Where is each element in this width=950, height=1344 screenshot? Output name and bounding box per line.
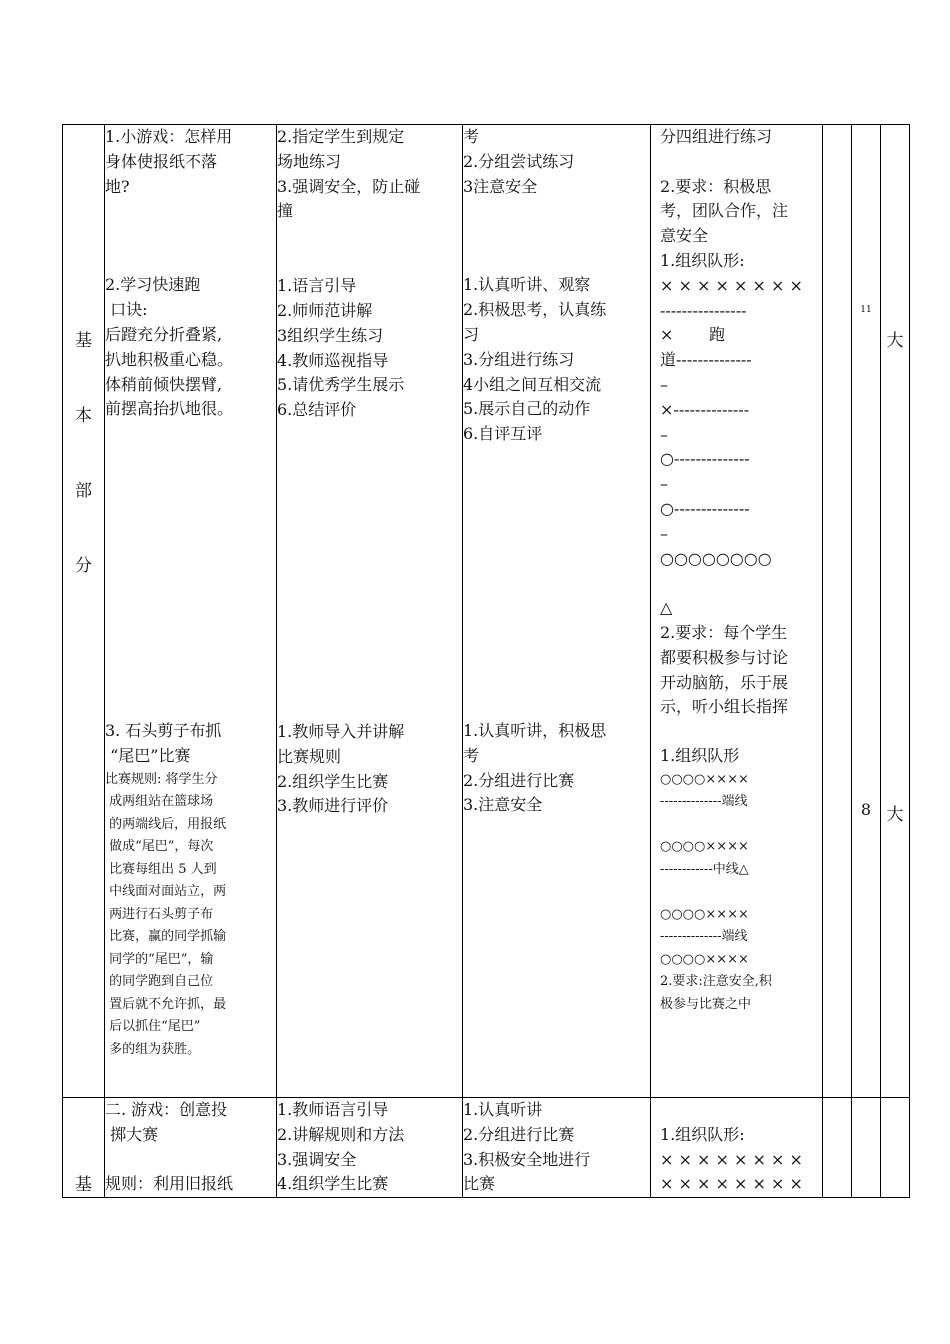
- text-line: 体稍前倾快摆臂,: [105, 374, 223, 394]
- rule-line: 置后就不允许抓，最: [105, 996, 227, 1012]
- formation-line: × 跑: [660, 325, 726, 345]
- formation-line: ○--------------: [660, 449, 750, 469]
- section-char: 分: [75, 556, 92, 576]
- text-line: 比赛: [463, 1174, 496, 1194]
- times-value: 8: [860, 800, 872, 819]
- text-line: 2.讲解规则和方法: [277, 1124, 405, 1144]
- formation-line: × × × × × × × ×: [660, 1174, 803, 1194]
- formation-line: 道--------------: [660, 350, 752, 370]
- intensity-cell: [881, 125, 910, 1098]
- text-line: 考: [463, 127, 480, 146]
- formation-line: –: [660, 474, 668, 494]
- rule-line: 的同学跑到自己位: [105, 974, 214, 990]
- text-line: 比赛规则: [277, 746, 342, 766]
- text-line: 1.教师导入并讲解: [277, 721, 405, 741]
- formation-line: ○○○○××××: [660, 951, 749, 967]
- text-line: 口诀:: [105, 300, 148, 320]
- table-row-next: [63, 1098, 910, 1198]
- section-cell: [63, 1098, 105, 1198]
- text-line: 前摆高抬扒地很。: [105, 399, 234, 419]
- formation-line: ------------中线△: [660, 861, 749, 877]
- formation-line: --------------端线: [660, 929, 748, 945]
- text-line: 6.总结评价: [277, 400, 357, 420]
- text-line: 习: [463, 324, 480, 344]
- text-line: 后蹬充分折叠紧,: [105, 324, 223, 344]
- rule-line: 成两组站在篮球场: [105, 794, 214, 810]
- text-line: 1.小游戏：怎样用: [105, 127, 233, 146]
- formation-line: –: [660, 523, 668, 543]
- text-line: 1.语言引导: [277, 276, 357, 296]
- section-char: 基: [75, 1175, 92, 1195]
- text-line: 2.要求：积极思: [660, 176, 772, 196]
- text-line: 1.组织队形:: [660, 250, 745, 270]
- organization-cell: [651, 125, 823, 1098]
- section-char: 本: [75, 406, 92, 426]
- text-line: [660, 150, 822, 175]
- table-row-main: [63, 125, 910, 1098]
- formation-line: × × × × × × × ×: [660, 275, 803, 295]
- text-line: 分四组进行练习: [660, 127, 773, 146]
- rule-line: 两进行石头剪子布: [105, 906, 214, 922]
- content-block-1: [105, 125, 276, 199]
- formation-line: [660, 571, 822, 596]
- text-line: 2.要求：每个学生: [660, 622, 788, 642]
- text-line: 2.分组尝试练习: [463, 151, 575, 171]
- text-line: 2.要求:注意安全,积: [660, 974, 772, 990]
- times-cell: [852, 125, 881, 1098]
- content-cell: [105, 1098, 277, 1198]
- text-line: 6.自评互评: [463, 424, 543, 444]
- organization-cell: [651, 1098, 823, 1198]
- text-line: 2.分组进行比赛: [463, 1124, 575, 1144]
- text-line: 3注意安全: [463, 176, 538, 196]
- text-line: 2.指定学生到规定: [277, 127, 405, 146]
- section-cell: [63, 125, 105, 1098]
- student-block-2: [463, 273, 650, 447]
- intensity-value: 大: [886, 805, 904, 825]
- text-line: 示，听小组长指挥: [660, 697, 789, 717]
- text-line: 二. 游戏：创意投: [105, 1100, 228, 1119]
- rule-line: 后以抓住“尾巴”: [105, 1019, 201, 1035]
- text-line: 4.组织学生比赛: [277, 1174, 389, 1194]
- student-block-1: [463, 125, 650, 199]
- intensity-cell: [881, 1098, 910, 1198]
- formation-line: ○--------------: [660, 498, 750, 518]
- teacher-activity-cell: [277, 1098, 463, 1198]
- text-line: 2.学习快速跑: [105, 275, 201, 295]
- text-line: 开动脑筋，乐于展: [660, 672, 789, 692]
- text-line: 撞: [277, 201, 294, 221]
- text-line: [660, 1098, 822, 1123]
- rule-line: 同学的“尾巴”，输: [105, 951, 214, 967]
- lesson-plan-table: [62, 124, 910, 1198]
- formation-line: –: [660, 374, 668, 394]
- rule-line: 做成“尾巴”，每次: [105, 839, 214, 855]
- organization-block-2: [660, 744, 822, 1016]
- student-activity-cell: [463, 1098, 651, 1198]
- text-line: 扒地积极重心稳。: [105, 349, 234, 369]
- text-line: 2.分组进行比赛: [463, 770, 575, 790]
- formation-line: ○○○○××××: [660, 906, 749, 922]
- text-line: 3.强调安全: [277, 1149, 357, 1169]
- text-line: 1.认真听讲: [463, 1100, 543, 1119]
- formation-line: ○○○○○○○○: [660, 548, 772, 568]
- student-block-3: [463, 719, 650, 818]
- section-char: 部: [75, 481, 92, 501]
- teacher-block-1: [277, 125, 462, 224]
- text-line: 场地练习: [277, 151, 342, 171]
- text-line: 规则：利用旧报纸: [105, 1174, 234, 1194]
- text-line: 1.认真听讲、观察: [463, 275, 591, 295]
- rule-line: 的两端线后，用报纸: [105, 816, 227, 832]
- text-line: 4.教师巡视指导: [277, 350, 389, 370]
- formation-line: ----------------: [660, 300, 747, 320]
- text-line: 3.教师进行评价: [277, 796, 389, 816]
- teacher-block-3: [277, 720, 462, 819]
- text-line: 身体使报纸不落: [105, 151, 218, 171]
- rule-line: 多的组为获胜。: [105, 1041, 201, 1057]
- organization-block-1: [660, 125, 822, 720]
- formation-line: × × × × × × × ×: [660, 1149, 803, 1169]
- text-line: 2.师师范讲解: [277, 300, 373, 320]
- text-line: 1.教师语言引导: [277, 1100, 389, 1119]
- intensity-value: 大: [886, 331, 904, 351]
- rule-line: 中线面对面站立，两: [105, 884, 227, 900]
- formation-line: –: [660, 424, 668, 444]
- text-line: “尾巴”比赛: [105, 745, 191, 765]
- times-value: 11: [860, 305, 872, 315]
- rule-line: 比赛规则: 将学生分: [105, 771, 218, 787]
- text-line: 考: [463, 745, 480, 765]
- blank-cell: [823, 1098, 852, 1198]
- text-line: 3.强调安全，防止碰: [277, 176, 421, 196]
- formation-line: [660, 881, 822, 904]
- blank-cell: [823, 125, 852, 1098]
- formation-line: ×--------------: [660, 399, 750, 419]
- content-block-2: [105, 273, 276, 422]
- text-line: 3.积极安全地进行: [463, 1149, 591, 1169]
- text-line: 掷大赛: [105, 1124, 159, 1144]
- teacher-activity-cell: [277, 125, 463, 1098]
- teacher-block-2: [277, 274, 462, 423]
- text-line: 2.积极思考，认真练: [463, 300, 607, 320]
- times-cell: [852, 1098, 881, 1198]
- formation-line: ○○○○××××: [660, 839, 749, 855]
- formation-line: [660, 814, 822, 837]
- text-line: 3.分组进行练习: [463, 349, 575, 369]
- text-line: 2.组织学生比赛: [277, 771, 389, 791]
- student-activity-cell: [463, 125, 651, 1098]
- text-line: 1.组织队形: [660, 746, 740, 766]
- text-line: 5.展示自己的动作: [463, 399, 591, 419]
- text-line: 考，团队合作，注: [660, 201, 789, 221]
- text-line: 地?: [105, 176, 130, 196]
- text-line: 极参与比赛之中: [660, 996, 752, 1012]
- text-line: 5.请优秀学生展示: [277, 375, 405, 395]
- text-line: 都要积极参与讨论: [660, 647, 789, 667]
- text-line: [105, 1148, 276, 1173]
- formation-line: △: [660, 598, 673, 618]
- text-line: 4小组之间互相交流: [463, 374, 602, 394]
- section-char: 基: [75, 331, 92, 351]
- text-line: 1.组织队形:: [660, 1124, 745, 1144]
- content-block-3: [105, 719, 276, 1061]
- text-line: 3组织学生练习: [277, 325, 384, 345]
- content-cell: [105, 125, 277, 1098]
- text-line: 1.认真听讲，积极思: [463, 720, 607, 740]
- formation-line: ○○○○××××: [660, 771, 749, 787]
- rule-line: 比赛，赢的同学抓输: [105, 929, 227, 945]
- text-line: 3.注意安全: [463, 795, 543, 815]
- text-line: 3. 石头剪子布抓: [105, 721, 222, 741]
- formation-line: --------------端线: [660, 794, 748, 810]
- text-line: 意安全: [660, 226, 709, 246]
- rule-line: 比赛每组出 5 人到: [105, 861, 217, 877]
